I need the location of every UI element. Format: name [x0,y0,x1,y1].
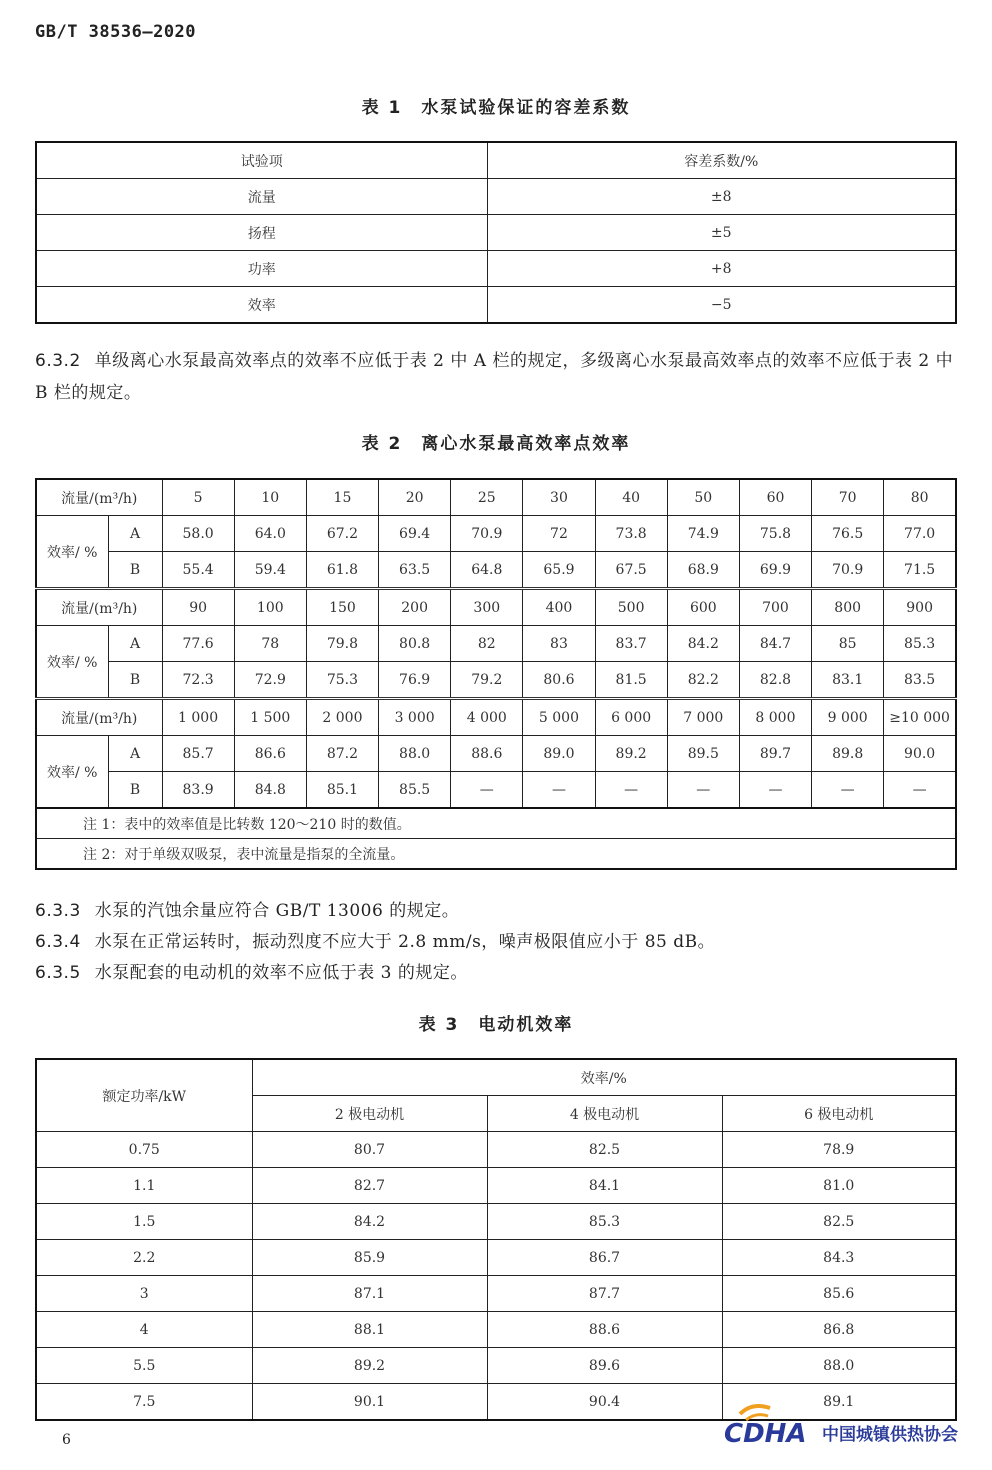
flow-cell: 1 000 [162,699,234,736]
table-cell: 流量 [36,179,487,215]
table-cell: 82.7 [252,1168,487,1204]
flow-cell: 50 [667,479,739,516]
efficiency-cell: — [812,772,884,809]
table-cell: 90.1 [252,1384,487,1421]
flow-cell: 25 [451,479,523,516]
table3-caption: 表 3 电动机效率 [418,1015,574,1035]
table-row [36,1276,956,1312]
efficiency-cell: — [739,772,811,809]
efficiency-cell: 69.9 [739,552,811,589]
flow-cell: 1 500 [234,699,306,736]
column-header: 效率/% [252,1059,956,1096]
svg-text:CDHA: CDHA [724,1419,807,1449]
flow-cell: 300 [451,589,523,626]
efficiency-cell: 76.9 [379,662,451,699]
efficiency-cell: 89.2 [595,736,667,772]
flow-cell: 400 [523,589,595,626]
flow-cell: 800 [812,589,884,626]
efficiency-cell: 83.7 [595,626,667,662]
table-cell: 80.7 [252,1132,487,1168]
efficiency-cell: 77.0 [884,516,956,552]
table-note: 注 1：表中的效率值是比转数 120～210 时的数值。 [36,808,956,839]
flow-cell: 9 000 [812,699,884,736]
efficiency-cell: 85.5 [379,772,451,809]
efficiency-cell: 85 [812,626,884,662]
flow-cell: 70 [812,479,884,516]
efficiency-cell: 73.8 [595,516,667,552]
efficiency-cell: 76.5 [812,516,884,552]
table3 [35,1058,957,1421]
efficiency-cell: 63.5 [379,552,451,589]
flow-cell: 600 [667,589,739,626]
efficiency-a-row [36,516,956,552]
efficiency-cell: 67.5 [595,552,667,589]
table2-caption: 表 2 离心水泵最高效率点效率 [361,434,631,454]
flow-cell: 7 000 [667,699,739,736]
table-cell: 1.5 [36,1204,252,1240]
clause-text: 水泵的汽蚀余量应符合 GB/T 13006 的规定。 [94,901,460,921]
paragraph-6-3-2 [35,345,960,409]
efficiency-cell: 71.5 [884,552,956,589]
flow-cell: 200 [379,589,451,626]
flow-cell: 20 [379,479,451,516]
flow-row [36,699,956,736]
grade-label: A [108,516,162,552]
efficiency-cell: 72 [523,516,595,552]
efficiency-cell: 74.9 [667,516,739,552]
table-cell: 89.2 [252,1348,487,1384]
grade-label: B [108,772,162,809]
row-label: 流量/(m³/h) [36,589,162,626]
efficiency-cell: 68.9 [667,552,739,589]
paragraph-6-3-5 [35,957,960,989]
efficiency-cell: 88.0 [379,736,451,772]
table-cell: 7.5 [36,1384,252,1421]
flow-cell: 80 [884,479,956,516]
table-row [36,1312,956,1348]
efficiency-cell: 70.9 [451,516,523,552]
efficiency-cell: 72.3 [162,662,234,699]
table-cell: 86.7 [487,1240,722,1276]
table-header-row [36,1059,956,1096]
row-label: 效率/ % [36,736,108,809]
table2 [35,478,957,870]
clause-number: 6.3.4 [35,932,81,952]
table-note: 注 2：对于单级双吸泵，表中流量是指泵的全流量。 [36,839,956,870]
efficiency-b-row [36,552,956,589]
efficiency-cell: 83.9 [162,772,234,809]
flow-cell: 500 [595,589,667,626]
efficiency-cell: 75.3 [306,662,378,699]
table-cell: 87.1 [252,1276,487,1312]
table-cell: 2.2 [36,1240,252,1276]
efficiency-cell: 79.8 [306,626,378,662]
flow-cell: 3 000 [379,699,451,736]
efficiency-cell: 90.0 [884,736,956,772]
column-header: 容差系数/% [487,142,956,179]
paragraph-6-3-3 [35,895,960,927]
flow-cell: 100 [234,589,306,626]
efficiency-cell: 79.2 [451,662,523,699]
table-cell: 84.2 [252,1204,487,1240]
table-cell: 82.5 [722,1204,956,1240]
efficiency-cell: 64.8 [451,552,523,589]
table-cell: +8 [487,251,956,287]
flow-cell: 15 [306,479,378,516]
efficiency-cell: 55.4 [162,552,234,589]
table-cell: 84.1 [487,1168,722,1204]
table-row [36,1168,956,1204]
efficiency-cell: 85.1 [306,772,378,809]
efficiency-cell: — [667,772,739,809]
table-cell: 90.4 [487,1384,722,1421]
flow-cell: 4 000 [451,699,523,736]
flow-cell: 60 [739,479,811,516]
efficiency-cell: 89.5 [667,736,739,772]
efficiency-cell: — [523,772,595,809]
efficiency-cell: — [595,772,667,809]
table-cell: 1.1 [36,1168,252,1204]
flow-row [36,589,956,626]
table-row [36,1348,956,1384]
flow-cell: 90 [162,589,234,626]
efficiency-cell: 83.5 [884,662,956,699]
clause-text: 水泵配套的电动机的效率不应低于表 3 的规定。 [94,963,468,983]
flow-cell: 40 [595,479,667,516]
efficiency-cell: 65.9 [523,552,595,589]
efficiency-b-row [36,662,956,699]
column-header: 试验项 [36,142,487,179]
flow-cell: 900 [884,589,956,626]
flow-cell: 8 000 [739,699,811,736]
table-cell: 89.1 [722,1384,956,1421]
efficiency-cell: 84.8 [234,772,306,809]
table-row [36,215,956,251]
efficiency-cell: 59.4 [234,552,306,589]
cdha-logo-icon [722,1400,972,1450]
grade-label: A [108,626,162,662]
efficiency-cell: 81.5 [595,662,667,699]
clause-text: 水泵在正常运转时，振动烈度不应大于 2.8 mm/s，噪声极限值应小于 85 dB。 [94,932,716,952]
table-row [36,287,956,324]
flow-cell: 2 000 [306,699,378,736]
table-cell: 功率 [36,251,487,287]
efficiency-cell: 85.3 [884,626,956,662]
flow-cell: 30 [523,479,595,516]
flow-cell: 5 [162,479,234,516]
table-cell: 0.75 [36,1132,252,1168]
efficiency-b-row [36,772,956,809]
efficiency-cell: 88.6 [451,736,523,772]
efficiency-cell: 80.8 [379,626,451,662]
efficiency-cell: 72.9 [234,662,306,699]
column-header: 6 极电动机 [722,1096,956,1132]
flow-cell: 700 [739,589,811,626]
efficiency-cell: 67.2 [306,516,378,552]
table-row [36,1240,956,1276]
table-cell: 89.6 [487,1348,722,1384]
efficiency-cell: 78 [234,626,306,662]
table-row [36,251,956,287]
efficiency-cell: 89.0 [523,736,595,772]
efficiency-cell: 83.1 [812,662,884,699]
table-cell: 4 [36,1312,252,1348]
efficiency-a-row [36,736,956,772]
efficiency-cell: 69.4 [379,516,451,552]
grade-label: A [108,736,162,772]
table-cell: 86.8 [722,1312,956,1348]
efficiency-cell: 75.8 [739,516,811,552]
table-row [36,1204,956,1240]
table-cell: 88.6 [487,1312,722,1348]
note-row [36,839,956,870]
table-cell: 88.1 [252,1312,487,1348]
table-row [36,1132,956,1168]
efficiency-cell: 77.6 [162,626,234,662]
efficiency-cell: 87.2 [306,736,378,772]
grade-label: B [108,552,162,589]
flow-row [36,479,956,516]
table-cell: 82.5 [487,1132,722,1168]
flow-cell: 5 000 [523,699,595,736]
efficiency-cell: 82.2 [667,662,739,699]
table1-caption: 表 1 水泵试验保证的容差系数 [361,98,631,118]
efficiency-cell: 86.6 [234,736,306,772]
table-cell: 88.0 [722,1348,956,1384]
table-row [36,179,956,215]
cdha-watermark-logo [722,1400,972,1450]
svg-text:中国城镇供热协会: 中国城镇供热协会 [822,1425,958,1445]
flow-cell: ≥10 000 [884,699,956,736]
table-cell: 81.0 [722,1168,956,1204]
paragraph-6-3-4 [35,926,960,958]
efficiency-a-row [36,626,956,662]
efficiency-cell: 80.6 [523,662,595,699]
efficiency-cell: 85.7 [162,736,234,772]
efficiency-cell: 82 [451,626,523,662]
grade-label: B [108,662,162,699]
efficiency-cell: 89.8 [812,736,884,772]
efficiency-cell: 89.7 [739,736,811,772]
row-label: 流量/(m³/h) [36,699,162,736]
clause-number: 6.3.3 [35,901,81,921]
table-cell: 扬程 [36,215,487,251]
row-label: 效率/ % [36,626,108,699]
table-cell: 85.3 [487,1204,722,1240]
efficiency-cell: 82.8 [739,662,811,699]
row-label: 流量/(m³/h) [36,479,162,516]
clause-text: 单级离心水泵最高效率点的效率不应低于表 2 中 A 栏的规定，多级离心水泵最高效率点的效率不应低于表 2 中 B 栏的规定。 [35,351,954,403]
table-cell: 85.9 [252,1240,487,1276]
flow-cell: 10 [234,479,306,516]
efficiency-cell: — [884,772,956,809]
efficiency-cell: 61.8 [306,552,378,589]
note-row [36,808,956,839]
table-cell: 84.3 [722,1240,956,1276]
table-cell: 78.9 [722,1132,956,1168]
standard-number: GB/T 38536—2020 [35,22,197,42]
page-number: 6 [62,1432,71,1448]
efficiency-cell: — [451,772,523,809]
table-cell: 5.5 [36,1348,252,1384]
efficiency-cell: 58.0 [162,516,234,552]
table-cell: ±8 [487,179,956,215]
row-label: 效率/ % [36,516,108,589]
flow-cell: 6 000 [595,699,667,736]
efficiency-cell: 84.7 [739,626,811,662]
table-cell: −5 [487,287,956,324]
column-header: 2 极电动机 [252,1096,487,1132]
efficiency-cell: 64.0 [234,516,306,552]
table-cell: 85.6 [722,1276,956,1312]
clause-number: 6.3.5 [35,963,81,983]
table-header-row [36,142,956,179]
table-cell: 87.7 [487,1276,722,1312]
table1 [35,141,957,324]
flow-cell: 150 [306,589,378,626]
table-cell: ±5 [487,215,956,251]
column-header: 额定功率/kW [36,1059,252,1132]
efficiency-cell: 70.9 [812,552,884,589]
table-cell: 3 [36,1276,252,1312]
table-cell: 效率 [36,287,487,324]
column-header: 4 极电动机 [487,1096,722,1132]
clause-number: 6.3.2 [35,351,81,371]
efficiency-cell: 83 [523,626,595,662]
efficiency-cell: 84.2 [667,626,739,662]
